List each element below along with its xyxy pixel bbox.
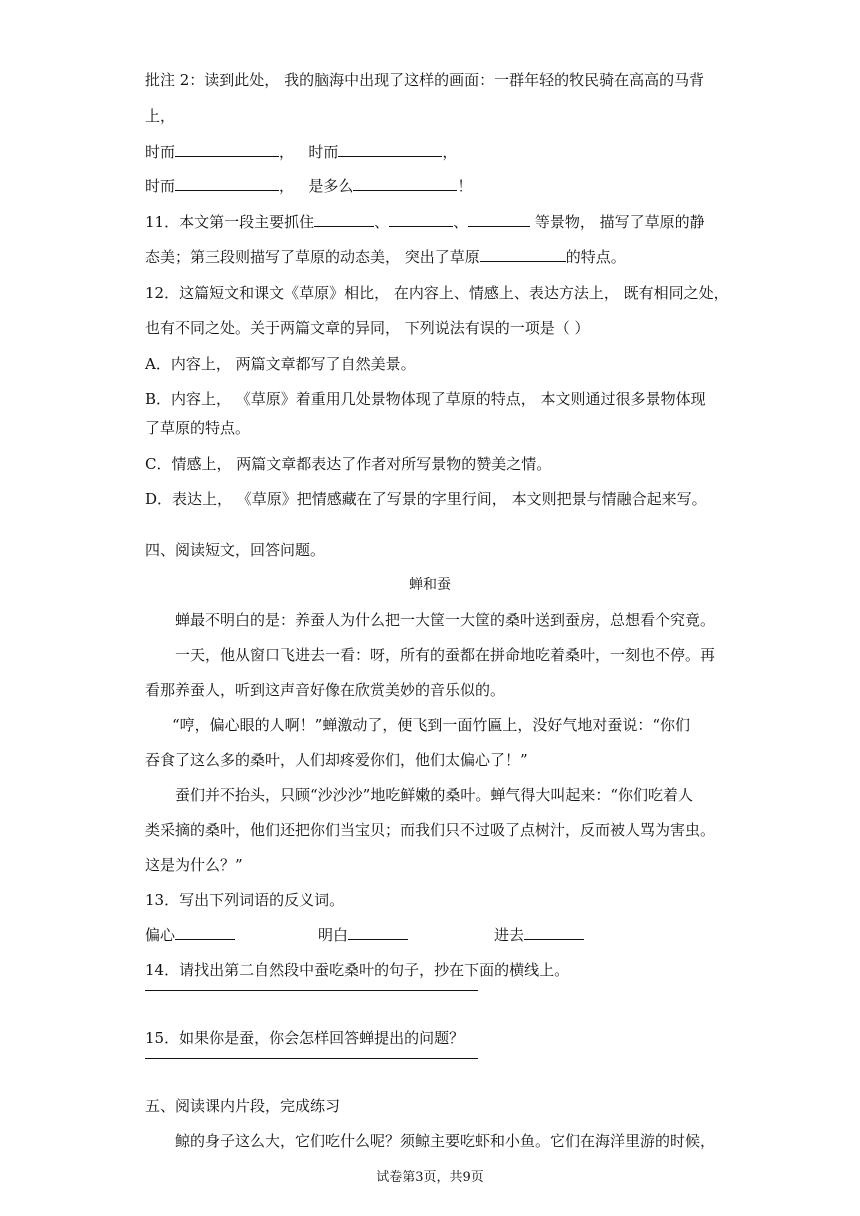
q12-option-c[interactable]: C．情感上， 两篇文章都表达了作者对所写景物的赞美之情。 [145,455,552,473]
word-jinqu: 进去 [494,926,525,944]
q12-option-a[interactable]: A．内容上， 两篇文章都写了自然美景。 [145,355,416,373]
section-5-paragraph: 鲸的身子这么大，它们吃什么呢？须鲸主要吃虾和小鱼。它们在海洋里游的时候， [175,1132,716,1150]
q11-prefix: 11．本文第一段主要抓住 [145,213,315,231]
separator: 、 [453,213,469,231]
shi-er-label: 时而 [145,143,176,161]
essay-paragraph-4-cont: 类采摘的桑叶，他们还把你们当宝贝；而我们只不过吸了点树汁，反而被人骂为害虫。 [145,821,716,839]
q15-prompt: 15．如果你是蚕，你会怎样回答蝉提出的问题？ [145,1029,465,1047]
essay-title: 蝉和蚕 [409,577,451,593]
q12-line1: 12．这篇短文和课文《草原》相比， 在内容上、情感上、表达方法上， 既有相同之处， [145,284,729,302]
answer-blank[interactable] [353,176,457,191]
essay-paragraph-3: “哼，偏心眼的人啊！”蝉激动了，便飞到一面竹匾上，没好气地对蚕说：“你们 [172,716,691,734]
q12-option-b-cont: 了草原的特点。 [145,419,251,437]
comma: ， [279,143,295,161]
annotation-2-line1: 批注 2：读到此处， 我的脑海中出现了这样的画面：一群年轻的牧民骑在高高的马背 [145,71,705,89]
shi-duo-me-label: 是多么 [308,177,354,195]
annotation-fill-row-1 [145,142,457,162]
word-mingbai: 明白 [318,926,349,944]
essay-paragraph-1: 蝉最不明白的是：养蚕人为什么把一大筐一大筐的桑叶送到蚕房，总想看个究竟。 [175,611,716,629]
answer-blank[interactable] [338,142,442,157]
q12-option-d[interactable]: D．表达上， 《草原》把情感藏在了写景的字里行间， 本文则把景与情融合起来写。 [145,490,707,508]
annotation-fill-row-2 [145,176,472,196]
essay-paragraph-4-end: 这是为什么？” [145,856,243,874]
answer-blank[interactable] [175,176,279,191]
answer-blank[interactable] [175,142,279,157]
page-footer: 试卷第3页，共9页 [376,1170,484,1185]
section-4-heading: 四、阅读短文，回答问题。 [145,541,326,559]
answer-blank[interactable] [348,925,408,940]
answer-blank[interactable] [389,212,453,227]
q11-line2b: 的特点。 [565,248,626,266]
q13-prompt: 13．写出下列词语的反义词。 [145,891,345,909]
comma: ， [279,177,295,195]
shi-er-label: 时而 [308,143,339,161]
answer-blank[interactable] [468,212,530,227]
answer-blank[interactable] [314,212,374,227]
q15-answer-line[interactable] [145,1058,478,1059]
answer-blank[interactable] [524,925,584,940]
essay-paragraph-2-cont: 看那养蚕人，听到这声音好像在欣赏美妙的音乐似的。 [145,681,506,699]
essay-paragraph-2: 一天，他从窗口飞进去一看：呀，所有的蚕都在拼命地吃着桑叶，一刻也不停。再 [175,646,716,664]
q14-prompt: 14．请找出第二自然段中蚕吃桑叶的句子，抄在下面的横线上。 [145,961,570,979]
annotation-2-line2: 上， [145,107,176,125]
q11-mid: 等景物， 描写了草原的静 [534,213,705,231]
essay-paragraph-4: 蚕们并不抬头，只顾“沙沙沙”地吃鲜嫩的桑叶。蝉气得大叫起来：“你们吃着人 [175,786,694,804]
answer-blank[interactable] [480,247,566,262]
essay-paragraph-3-cont: 吞食了这么多的桑叶，人们却疼爱你们，他们太偏心了！” [145,751,528,769]
q14-answer-line[interactable] [145,990,478,991]
q13-word-2 [318,925,408,945]
separator: 、 [374,213,390,231]
q11-line2a: 态美；第三段则描写了草原的动态美， 突出了草原 [145,248,480,266]
comma: ， [442,143,458,161]
exclaim: ！ [457,177,473,195]
q11-line2 [145,247,626,267]
section-5-heading: 五、阅读课内片段，完成练习 [145,1097,341,1115]
word-pianxin: 偏心 [145,926,176,944]
answer-blank[interactable] [175,925,235,940]
q13-word-3 [494,925,584,945]
q13-word-1 [145,925,235,945]
q12-line2: 也有不同之处。关于两篇文章的异同， 下列说法有误的一项是（ ） [145,319,590,337]
q12-option-b[interactable]: B．内容上， 《草原》着重用几处景物体现了草原的特点， 本文则通过很多景物体现 [145,390,706,408]
shi-er-label: 时而 [145,177,176,195]
q11-line1 [145,212,705,232]
